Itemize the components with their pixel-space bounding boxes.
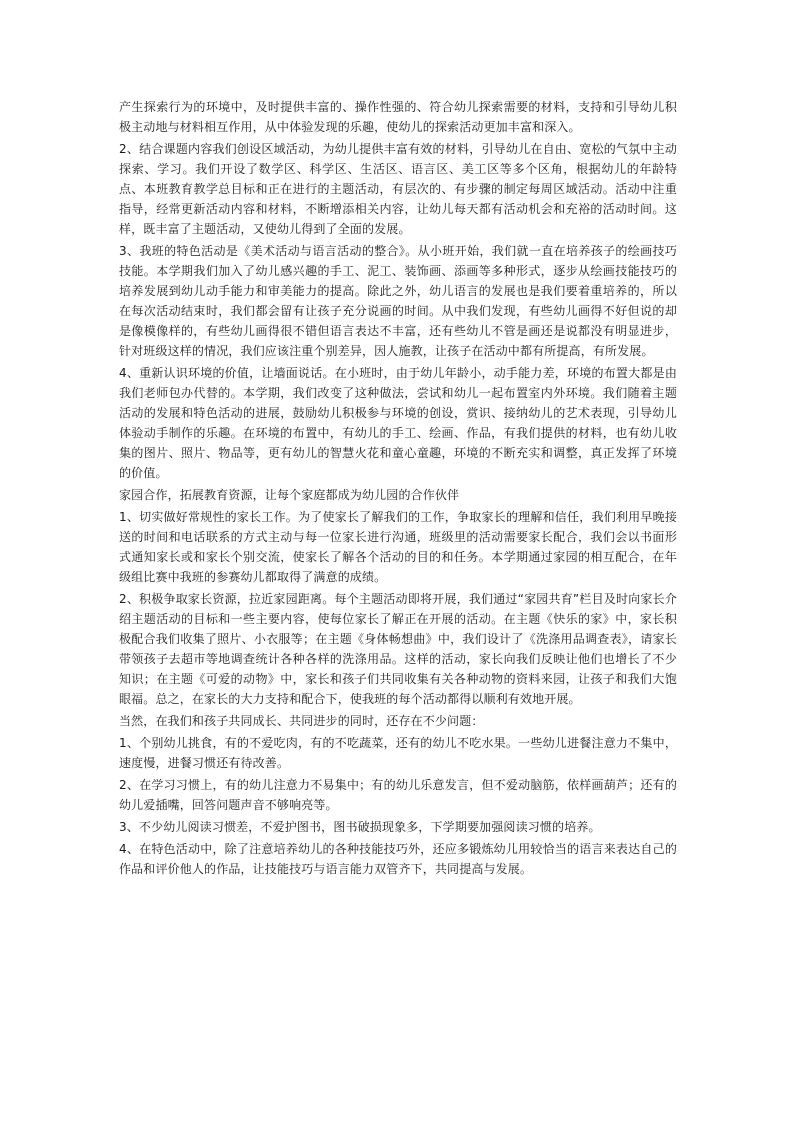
paragraph-problem-reading: 3、不少幼儿阅读习惯差，不爱护图书，图书破损现象多，下学期要加强阅读习惯的培养。 — [119, 820, 601, 834]
paragraph-area-activities: 2、结合课题内容我们创设区域活动，为幼儿提供丰富有效的材料，引导幼儿在自由、宽松的气氛中主动探索、学习。我们开设了数学区、科学区、生活区、语言区、美工区等多个区角，根据幼儿的年龄特点、本班教育教学总目标和正在进行的主题活动，有层次的、有步骤的制定每周区域活动。活动中注重指导，经常更新活动内容和材料，不断增添相关内容，让幼儿每天都有活动机会和充裕的活动时间。这样，既丰富了主题活动，又使幼儿得到了全面的发展。 — [119, 142, 677, 236]
paragraph-featured-activity: 3、我班的特色活动是《美术活动与语言活动的整合》。从小班开始，我们就一直在培养孩子的绘画技巧技能。本学期我们加入了幼儿感兴趣的手工、泥工、装饰画、添画等多种形式，逐步从绘画技能技巧的培养发展到幼儿动手能力和审美能力的提高。除此之外，幼儿语言的发展也是我们要着重培养的，所以在每次活动结束时，我们都会留有让孩子充分说画的时间。从中我们发现，有些幼儿画得不好但说的却是像模像样的，有些幼儿画得很不错但语言表达不丰富，还有些幼儿不管是画还是说都没有明显进步，针对班级这样的情况，我们应该注重个别差异，因人施教，让孩子在活动中都有所提高，有所发展。 — [119, 244, 677, 358]
document-body — [119, 97, 677, 881]
paragraph-problem-learning: 2、在学习习惯上，有的幼儿注意力不易集中；有的幼儿乐意发言，但不爱动脑筋，依样画葫芦；还有的幼儿爱插嘴，回答问题声音不够响亮等。 — [119, 778, 677, 812]
paragraph-intro-continuation: 产生探索行为的环境中，及时提供丰富的、操作性强的、符合幼儿探索需要的材料，支持和引导幼儿积极主动地与材料相互作用，从中体验发现的乐趣，使幼儿的探索活动更加丰富和深入。 — [119, 100, 677, 134]
paragraph-problem-eating: 1、个别幼儿挑食，有的不爱吃肉，有的不吃蔬菜，还有的幼儿不吃水果。一些幼儿进餐注意力不集中，速度慢，进餐习惯还有待改善。 — [119, 736, 677, 770]
paragraph-problem-expression: 4、在特色活动中，除了注意培养幼儿的各种技能技巧外，还应多锻炼幼儿用较恰当的语言来表达自己的作品和评价他人的作品，让技能技巧与语言能力双管齐下，共同提高与发展。 — [119, 842, 677, 876]
paragraph-problems-intro: 当然，在我们和孩子共同成长、共同进步的同时，还存在不少问题： — [119, 714, 484, 728]
section-heading-home-school: 家园合作，拓展教育资源，让每个家庭都成为幼儿园的合作伙伴 — [119, 488, 460, 502]
paragraph-parent-resources: 2、积极争取家长资源，拉近家园距离。每个主题活动即将开展，我们通过“家园共育”栏目及时向家长介绍主题活动的目标和一些主要内容，使每位家长了解正在开展的活动。在主题《快乐的家》中，家长积极配合我们收集了照片、小衣服等；在主题《身体畅想曲》中，我们设计了《洗涤用品调查表》，请家长带领孩子去超市等地调查统计各种各样的洗涤用品。这样的活动，家长向我们反映让他们也增长了不少知识；在主题《可爱的动物》中，家长和孩子们共同收集有关各种动物的资料来园，让孩子和我们大饱眼福。总之，在家长的大力支持和配合下，使我班的每个活动都得以顺利有效地开展。 — [119, 592, 677, 706]
paragraph-environment-value: 4、重新认识环境的价值，让墙面说话。在小班时，由于幼儿年龄小，动手能力差，环境的布置大都是由我们老师包办代替的。本学期，我们改变了这种做法，尝试和幼儿一起布置室内外环境。我们随着主题活动的发展和特色活动的进展，鼓励幼儿积极参与环境的创设，赏识、接纳幼儿的艺术表现，引导幼儿体验动手制作的乐趣。在环境的布置中，有幼儿的手工、绘画、作品，有我们提供的材料，也有幼儿收集的图片、照片、物品等，更有幼儿的智慧火花和童心童趣，环境的不断充实和调整，真正发挥了环境的价值。 — [119, 366, 677, 480]
paragraph-parent-work: 1、切实做好常规性的家长工作。为了使家长了解我们的工作，争取家长的理解和信任，我们利用早晚接送的时间和电话联系的方式主动与每一位家长进行沟通，班级里的活动需要家长配合，我们会以书面形式通知家长或和家长个别交流，使家长了解各个活动的目的和任务。本学期通过家园的相互配合，在年级组比赛中我班的参赛幼儿都取得了满意的成绩。 — [119, 510, 677, 584]
